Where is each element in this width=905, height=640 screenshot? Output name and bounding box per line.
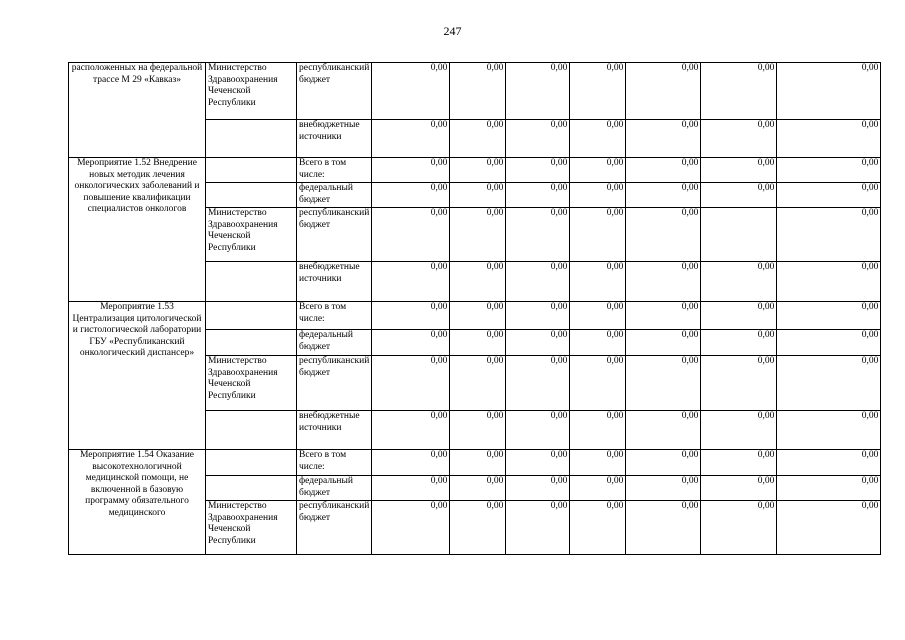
value-cell: 0,00 [506, 120, 570, 158]
value-cell: 0,00 [626, 302, 701, 330]
value-cell: 0,00 [626, 158, 701, 183]
table-row [69, 158, 881, 183]
value-cell: 0,00 [777, 476, 881, 501]
value-cell: 0,00 [701, 411, 777, 450]
value-cell: 0,00 [701, 120, 777, 158]
value-cell: 0,00 [570, 262, 626, 302]
value-cell: 0,00 [570, 63, 626, 120]
value-cell: 0,00 [372, 356, 450, 411]
value-cell: 0,00 [701, 330, 777, 356]
value-cell: 0,00 [372, 208, 450, 262]
value-cell: 0,00 [372, 158, 450, 183]
value-cell: 0,00 [450, 208, 506, 262]
value-cell: 0,00 [372, 183, 450, 208]
value-cell: 0,00 [777, 63, 881, 120]
value-cell: 0,00 [777, 208, 881, 262]
value-cell [701, 208, 777, 262]
value-cell: 0,00 [777, 302, 881, 330]
funding-source-cell: республиканский бюджет [297, 208, 372, 262]
value-cell: 0,00 [372, 262, 450, 302]
value-cell: 0,00 [450, 330, 506, 356]
value-cell: 0,00 [701, 476, 777, 501]
value-cell: 0,00 [701, 450, 777, 476]
funding-source-cell: внебюджетные источники [297, 120, 372, 158]
value-cell: 0,00 [450, 183, 506, 208]
value-cell: 0,00 [372, 501, 450, 555]
executor-cell [206, 476, 297, 501]
value-cell: 0,00 [450, 476, 506, 501]
value-cell: 0,00 [506, 183, 570, 208]
value-cell: 0,00 [626, 63, 701, 120]
value-cell: 0,00 [506, 356, 570, 411]
value-cell: 0,00 [450, 501, 506, 555]
value-cell: 0,00 [701, 183, 777, 208]
value-cell: 0,00 [777, 356, 881, 411]
value-cell: 0,00 [372, 450, 450, 476]
value-cell: 0,00 [570, 158, 626, 183]
value-cell: 0,00 [626, 120, 701, 158]
value-cell: 0,00 [777, 330, 881, 356]
value-cell: 0,00 [372, 302, 450, 330]
value-cell: 0,00 [372, 330, 450, 356]
value-cell: 0,00 [570, 183, 626, 208]
value-cell: 0,00 [570, 302, 626, 330]
value-cell: 0,00 [701, 262, 777, 302]
value-cell: 0,00 [450, 63, 506, 120]
value-cell: 0,00 [626, 330, 701, 356]
value-cell: 0,00 [701, 158, 777, 183]
budget-table [68, 62, 881, 555]
value-cell: 0,00 [777, 450, 881, 476]
value-cell: 0,00 [450, 262, 506, 302]
value-cell: 0,00 [777, 183, 881, 208]
executor-cell [206, 183, 297, 208]
value-cell: 0,00 [506, 63, 570, 120]
value-cell: 0,00 [777, 411, 881, 450]
value-cell: 0,00 [372, 411, 450, 450]
value-cell: 0,00 [626, 501, 701, 555]
value-cell: 0,00 [777, 158, 881, 183]
value-cell: 0,00 [450, 450, 506, 476]
executor-cell [206, 302, 297, 330]
executor-cell [206, 330, 297, 356]
value-cell: 0,00 [570, 208, 626, 262]
value-cell: 0,00 [570, 476, 626, 501]
value-cell: 0,00 [506, 158, 570, 183]
funding-source-cell: внебюджетные источники [297, 411, 372, 450]
executor-cell [206, 411, 297, 450]
funding-source-cell: Всего в том числе: [297, 158, 372, 183]
page-number: 247 [443, 24, 462, 38]
value-cell: 0,00 [450, 158, 506, 183]
table-row [69, 302, 881, 330]
value-cell: 0,00 [777, 120, 881, 158]
value-cell: 0,00 [701, 63, 777, 120]
value-cell: 0,00 [506, 330, 570, 356]
value-cell: 0,00 [701, 501, 777, 555]
executor-cell [206, 120, 297, 158]
value-cell: 0,00 [777, 262, 881, 302]
value-cell: 0,00 [626, 183, 701, 208]
funding-source-cell: федеральный бюджет [297, 476, 372, 501]
executor-cell: Министерство Здравоохранения Чеченской Республики [206, 63, 297, 120]
table-row [69, 450, 881, 476]
value-cell: 0,00 [450, 356, 506, 411]
value-cell: 0,00 [506, 450, 570, 476]
value-cell: 0,00 [372, 120, 450, 158]
table-row [69, 63, 881, 120]
value-cell: 0,00 [570, 120, 626, 158]
value-cell: 0,00 [626, 262, 701, 302]
value-cell: 0,00 [372, 63, 450, 120]
value-cell: 0,00 [570, 411, 626, 450]
value-cell: 0,00 [570, 501, 626, 555]
value-cell: 0,00 [372, 476, 450, 501]
value-cell: 0,00 [570, 356, 626, 411]
event-description: Мероприятие 1.52 Внедрение новых методик лечения онкологических заболеваний и повышение квалификации специалистов онкологов [69, 158, 206, 302]
value-cell: 0,00 [506, 262, 570, 302]
value-cell: 0,00 [570, 330, 626, 356]
value-cell: 0,00 [506, 302, 570, 330]
funding-source-cell: республиканский бюджет [297, 356, 372, 411]
executor-cell: Министерство Здравоохранения Чеченской Республики [206, 208, 297, 262]
value-cell: 0,00 [701, 356, 777, 411]
funding-source-cell: федеральный бюджет [297, 183, 372, 208]
event-description: расположенных на федеральной трассе М 29 «Кавказ» [69, 63, 206, 158]
funding-source-cell: Всего в том числе: [297, 450, 372, 476]
value-cell: 0,00 [626, 450, 701, 476]
funding-source-cell: Всего в том числе: [297, 302, 372, 330]
executor-cell [206, 158, 297, 183]
event-description: Мероприятие 1.53 Централизация цитологической и гистологической лаборатории ГБУ «Республиканский онкологический диспансер» [69, 302, 206, 450]
event-description: Мероприятие 1.54 Оказание высокотехнологичной медицинской помощи, не включенной в базовую программу обязательного медицинского [69, 450, 206, 555]
value-cell: 0,00 [450, 411, 506, 450]
value-cell: 0,00 [506, 501, 570, 555]
value-cell: 0,00 [506, 476, 570, 501]
executor-cell: Министерство Здравоохранения Чеченской Республики [206, 501, 297, 555]
value-cell: 0,00 [450, 120, 506, 158]
funding-source-cell: республиканский бюджет [297, 501, 372, 555]
value-cell: 0,00 [570, 450, 626, 476]
value-cell: 0,00 [626, 208, 701, 262]
value-cell: 0,00 [506, 208, 570, 262]
executor-cell [206, 262, 297, 302]
funding-source-cell: внебюджетные источники [297, 262, 372, 302]
value-cell: 0,00 [506, 411, 570, 450]
executor-cell [206, 450, 297, 476]
value-cell: 0,00 [626, 476, 701, 501]
value-cell: 0,00 [626, 411, 701, 450]
executor-cell: Министерство Здравоохранения Чеченской Республики [206, 356, 297, 411]
funding-source-cell: федеральный бюджет [297, 330, 372, 356]
value-cell: 0,00 [626, 356, 701, 411]
value-cell: 0,00 [450, 302, 506, 330]
funding-source-cell: республиканский бюджет [297, 63, 372, 120]
value-cell: 0,00 [701, 302, 777, 330]
value-cell: 0,00 [777, 501, 881, 555]
